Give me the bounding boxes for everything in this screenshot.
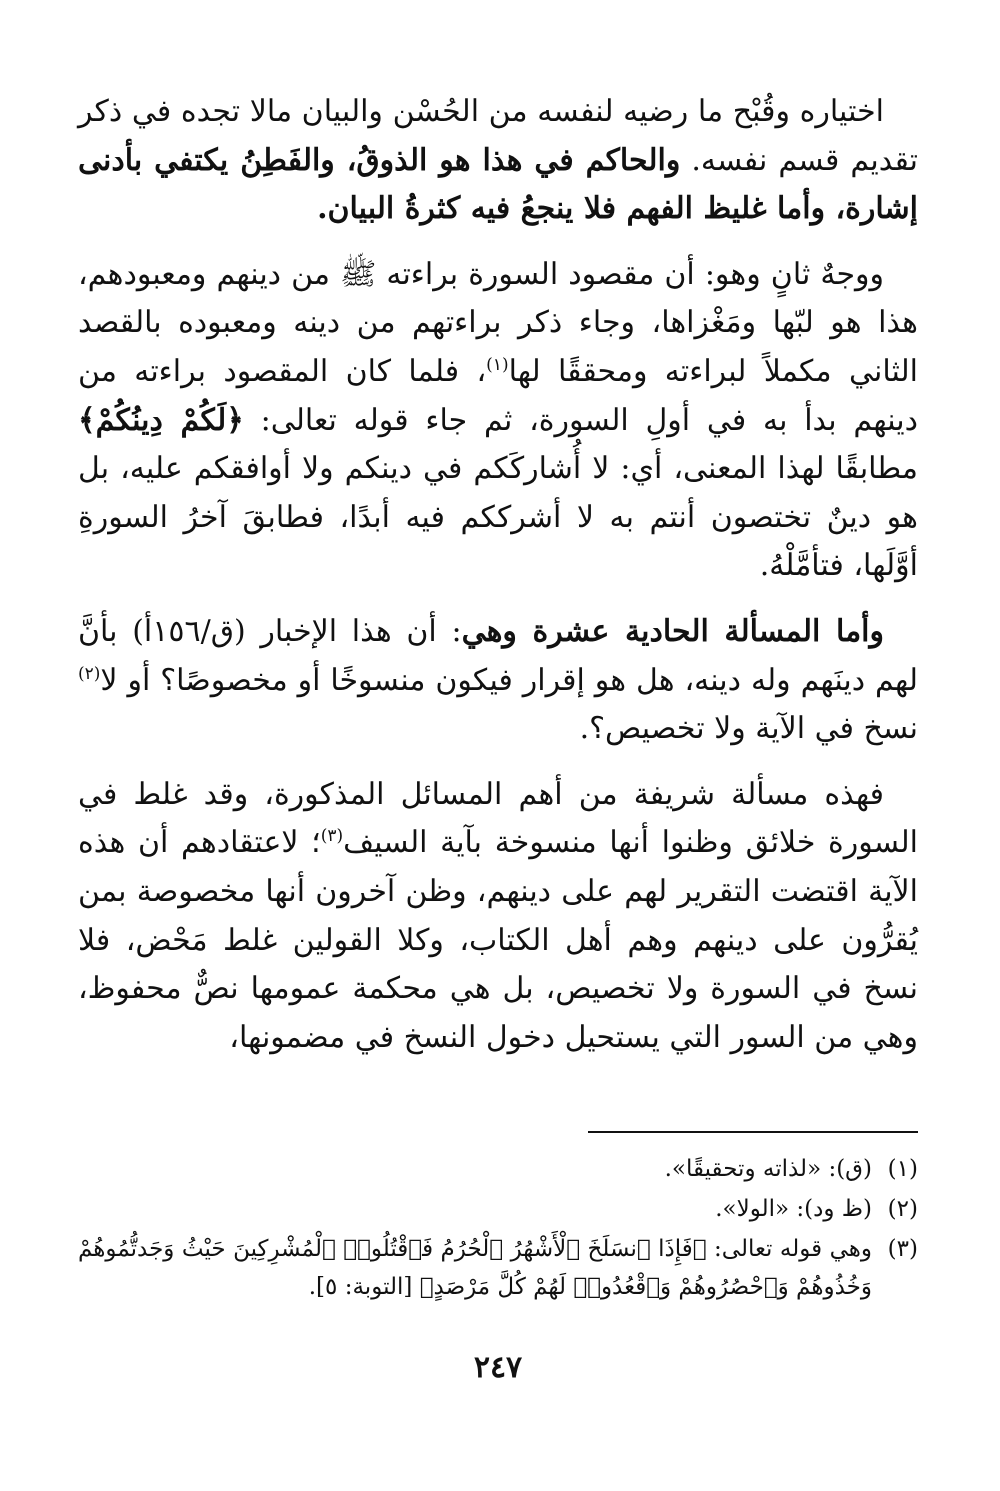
text-run: اختياره وقُبْح ما رضيه لنفسه من الحُسْن والبيان مالا تجده في ذكر تقديم قسم نفسه. (78, 94, 918, 178)
text-run: مطابقًا لهذا المعنى، أي: لا أُشاركَكم في دينكم ولا أوافقكم عليه، بل هو دينٌ تختصون أنتم به لا أشرككم فيه أبدًا، فطابقَ آخرُ السورةِ أوَّلَها، فتأمَّلْهُ. (78, 451, 918, 584)
footnote-number: (٢) (887, 1196, 918, 1222)
footnote-separator (588, 1131, 918, 1133)
footnote-text: (ظ ود): «الولا». (715, 1196, 872, 1222)
paragraph-1 (78, 88, 918, 234)
footnote-text: وهي قوله تعالى: ﴿فَإِذَا ٱنسَلَخَ ٱلْأَشْهُرُ ٱلْحُرُمُ فَٱقْتُلُوا۟ ٱلْمُشْرِكِينَ حَيْثُ وَجَدتُّمُوهُمْ وَخُذُوهُمْ وَٱحْصُرُوهُمْ وَٱقْعُدُوا۟ لَهُمْ كُلَّ مَرْصَدٍ﴾ [التوبة: ٥]. (78, 1236, 872, 1300)
paragraph-3 (78, 608, 918, 754)
footnote-marker: (١) (486, 354, 509, 375)
page-number: ٢٤٧ (473, 1350, 523, 1385)
text-run: نسخ في الآية ولا تخصيص؟. (579, 711, 918, 747)
footnote-marker: (٢) (78, 663, 101, 684)
text-run: فهذه مسألة شريفة من أهم المسائل المذكورة، وقد غلط في السورة خلائق وظنوا أنها منسوخة بآية السيف (78, 776, 918, 861)
paragraph-2 (78, 251, 918, 591)
text-run: : أن هذا الإخبار (ق/١٥٦أ) بأنَّ لهم دينَهم وله دينه، هل هو إقرار فيكون منسوخًا أو مخصوصًا؟ أو لا (78, 613, 918, 698)
book-page (78, 88, 918, 1468)
paragraph-4 (78, 771, 918, 1063)
text-run: ووجهٌ ثانٍ وهو: أن مقصود السورة براءته ﷺ من دينهم ومعبودهم، هذا هو لبّها ومَغْزاها، وجاء ذكر براءتهم من دينه ومعبوده بالقصد الثاني مكملاً لبراءته ومحققًا لها (78, 256, 918, 389)
footnote-marker: (٣) (320, 826, 344, 847)
bold-text-run: وأما المسألة الحادية عشرة وهي (461, 613, 884, 649)
footnote-number: (٣) (887, 1236, 918, 1262)
footnote-3 (78, 1230, 918, 1306)
footnote-number: (١) (887, 1156, 918, 1182)
footnotes (78, 1150, 918, 1308)
body-text (78, 88, 918, 1062)
text-run: ؛ لاعتقادهم أن هذه الآية اقتضت التقرير لهم على دينهم، وظن آخرون أنها مخصوصة بمن يُقرُّون على دينهم وهم أهل الكتاب، وكلا القولين غلط مَحْض، فلا نسخ في السورة ولا تخصيص، بل هي محكمة عمومها نصٌّ محفوظ، وهي من السور التي يستحيل دخول النسخ في مضمونها، (78, 825, 918, 1055)
text-run: ، فلما كان المقصود براءته من دينهم بدأ به في أولِ السورة، ثم جاء قوله تعالى: (78, 353, 918, 438)
quran-verse: ﴿لَكُمْ دِينُكُمْ﴾ (78, 402, 244, 438)
bold-text-run: والحاكم في هذا هو الذوقُ، والفَطِنُ يكتفي بأدنى إشارة، وأما غليظ الفهم فلا ينجعُ فيه كثرةُ البيان. (78, 142, 918, 227)
footnote-2 (78, 1190, 918, 1228)
footnote-text: (ق): «لذاته وتحقيقًا». (664, 1156, 872, 1182)
footnote-1 (78, 1150, 918, 1188)
